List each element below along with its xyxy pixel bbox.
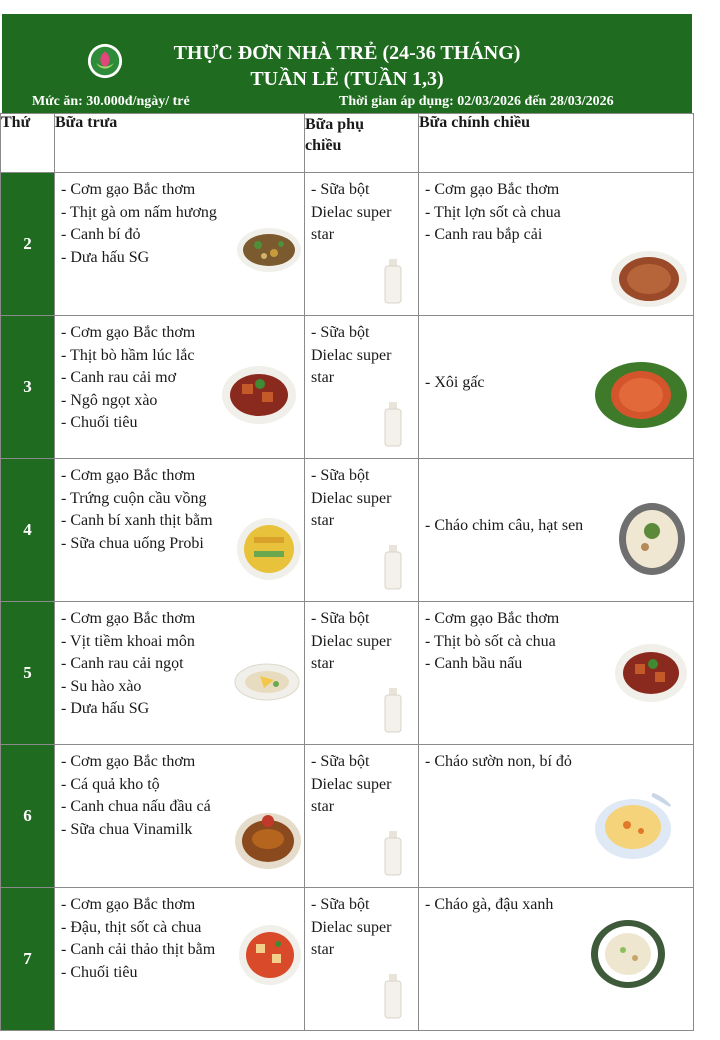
list-item: - Cơm gạo Bắc thơm	[61, 896, 196, 913]
list-item: - Cháo gà, đậu xanh	[425, 896, 554, 913]
beef-tomato-dish-icon	[613, 642, 689, 704]
list-item: - Thịt bò hầm lúc lắc	[61, 346, 195, 364]
list-item: - Canh bầu nấu	[425, 655, 523, 673]
gac-sticky-rice-icon	[593, 360, 689, 430]
day-label: 4	[1, 459, 55, 602]
list-item: - Cơm gạo Bắc thơm	[61, 467, 196, 484]
lunch-cell	[55, 316, 305, 459]
table-row	[1, 602, 694, 745]
header-snack-line2: chiều	[305, 137, 342, 154]
list-item: - Canh rau cải mơ	[61, 369, 177, 387]
milk-bottle-icon	[382, 543, 404, 591]
list-item: - Cháo sườn non, bí đỏ	[425, 753, 572, 770]
list-item: - Sữa chua uống Probi	[61, 534, 204, 552]
milk-bottle-icon	[382, 686, 404, 734]
list-item: - Vịt tiềm khoai môn	[61, 632, 195, 650]
list-item: - Cơm gạo Bắc thơm	[61, 181, 196, 198]
snack-cell	[305, 602, 419, 745]
milk-bottle-icon	[382, 400, 404, 448]
header-snack	[305, 114, 419, 173]
milk-bottle-icon	[382, 257, 404, 305]
day-label: 5	[1, 602, 55, 745]
list-item: - Sữa chua Vinamilk	[61, 820, 193, 838]
list-item: - Dưa hấu SG	[61, 700, 150, 718]
pork-rib-pumpkin-porridge-icon	[587, 789, 679, 863]
snack-cell	[305, 459, 419, 602]
list-item: - Cơm gạo Bắc thơm	[425, 610, 560, 627]
list-item: - Canh bí xanh thịt bằm	[61, 512, 213, 530]
snack-cell	[305, 173, 419, 316]
list-item: - Cơm gạo Bắc thơm	[61, 610, 196, 627]
header-day: Thứ	[1, 114, 55, 173]
list-item: - Ngô ngọt xào	[61, 391, 158, 409]
snack-text: - Sữa bột Dielac super star	[311, 896, 392, 959]
lunch-cell	[55, 888, 305, 1031]
dinner-cell	[419, 316, 694, 459]
lunch-cell	[55, 602, 305, 745]
snack-cell	[305, 745, 419, 888]
snack-text: - Sữa bột Dielac super star	[311, 610, 392, 673]
day-label: 3	[1, 316, 55, 459]
list-item: - Su hào xào	[61, 677, 142, 695]
snack-text: - Sữa bột Dielac super star	[311, 467, 392, 530]
list-item: - Canh rau cải ngọt	[61, 655, 184, 673]
beef-stew-dish-icon	[220, 364, 298, 426]
list-item: - Cơm gạo Bắc thơm	[61, 324, 196, 341]
snack-cell	[305, 316, 419, 459]
list-item: - Thịt bò sốt cà chua	[425, 632, 556, 650]
menu-header	[2, 14, 692, 113]
lunch-cell	[55, 173, 305, 316]
dinner-cell	[419, 888, 694, 1031]
table-row	[1, 173, 694, 316]
day-label: 7	[1, 888, 55, 1031]
pork-tomato-dish-icon	[609, 249, 689, 309]
list-item: - Chuối tiêu	[61, 963, 138, 981]
table-row	[1, 316, 694, 459]
list-item: - Cá quả kho tộ	[61, 775, 160, 793]
header-lunch: Bữa trưa	[55, 114, 305, 173]
dinner-cell	[419, 459, 694, 602]
table-header-row	[1, 114, 694, 173]
snack-text: - Sữa bột Dielac super star	[311, 753, 392, 816]
header-dinner: Bữa chính chiều	[419, 114, 694, 173]
list-item: - Đậu, thịt sốt cà chua	[61, 918, 202, 936]
menu-table	[0, 113, 694, 1031]
list-item: - Trứng cuộn cầu vồng	[61, 489, 207, 507]
day-label: 6	[1, 745, 55, 888]
dinner-cell	[419, 173, 694, 316]
list-item: - Chuối tiêu	[61, 414, 138, 432]
price-label: Mức ăn: 30.000đ/ngày/ trẻ	[32, 94, 190, 109]
menu-title: THỰC ĐƠN NHÀ TRẺ (24-36 THÁNG)	[173, 42, 521, 64]
snack-cell	[305, 888, 419, 1031]
week-title: TUẦN LẺ (TUẦN 1,3)	[250, 68, 444, 90]
list-item: - Xôi gấc	[425, 374, 485, 391]
list-item: - Thịt gà om nấm hương	[61, 203, 217, 221]
snack-text: - Sữa bột Dielac super star	[311, 181, 392, 244]
header-snack-line1: Bữa phụ	[305, 116, 364, 133]
milk-bottle-icon	[382, 972, 404, 1020]
tofu-pork-tomato-dish-icon	[238, 924, 302, 986]
list-item: - Cháo chim câu, hạt sen	[425, 517, 584, 534]
snack-text: - Sữa bột Dielac super star	[311, 324, 392, 387]
dinner-cell	[419, 745, 694, 888]
list-item: - Cơm gạo Bắc thơm	[425, 181, 560, 198]
list-item: - Canh chua nấu đầu cá	[61, 798, 211, 816]
chicken-mushroom-dish-icon	[236, 225, 302, 275]
list-item: - Canh bí đỏ	[61, 226, 141, 244]
dinner-cell	[419, 602, 694, 745]
pigeon-lotus-porridge-icon	[617, 501, 687, 577]
duck-taro-dish-icon	[234, 662, 300, 702]
list-item: - Canh rau bắp cải	[425, 226, 543, 244]
lunch-cell	[55, 459, 305, 602]
list-item: - Canh cải thảo thịt bằm	[61, 941, 216, 959]
milk-bottle-icon	[382, 829, 404, 877]
school-logo-icon	[86, 42, 124, 80]
list-item: - Cơm gạo Bắc thơm	[61, 753, 196, 770]
chicken-mung-bean-porridge-icon	[589, 918, 667, 990]
rainbow-egg-roll-icon	[236, 517, 302, 581]
table-row	[1, 888, 694, 1031]
table-row	[1, 745, 694, 888]
list-item: - Thịt lợn sốt cà chua	[425, 203, 561, 221]
braised-fish-dish-icon	[234, 807, 302, 871]
period-label: Thời gian áp dụng: 02/03/2026 đến 28/03/2026	[339, 94, 614, 109]
day-label: 2	[1, 173, 55, 316]
lunch-cell	[55, 745, 305, 888]
list-item: - Dưa hấu SG	[61, 248, 150, 266]
table-row	[1, 459, 694, 602]
